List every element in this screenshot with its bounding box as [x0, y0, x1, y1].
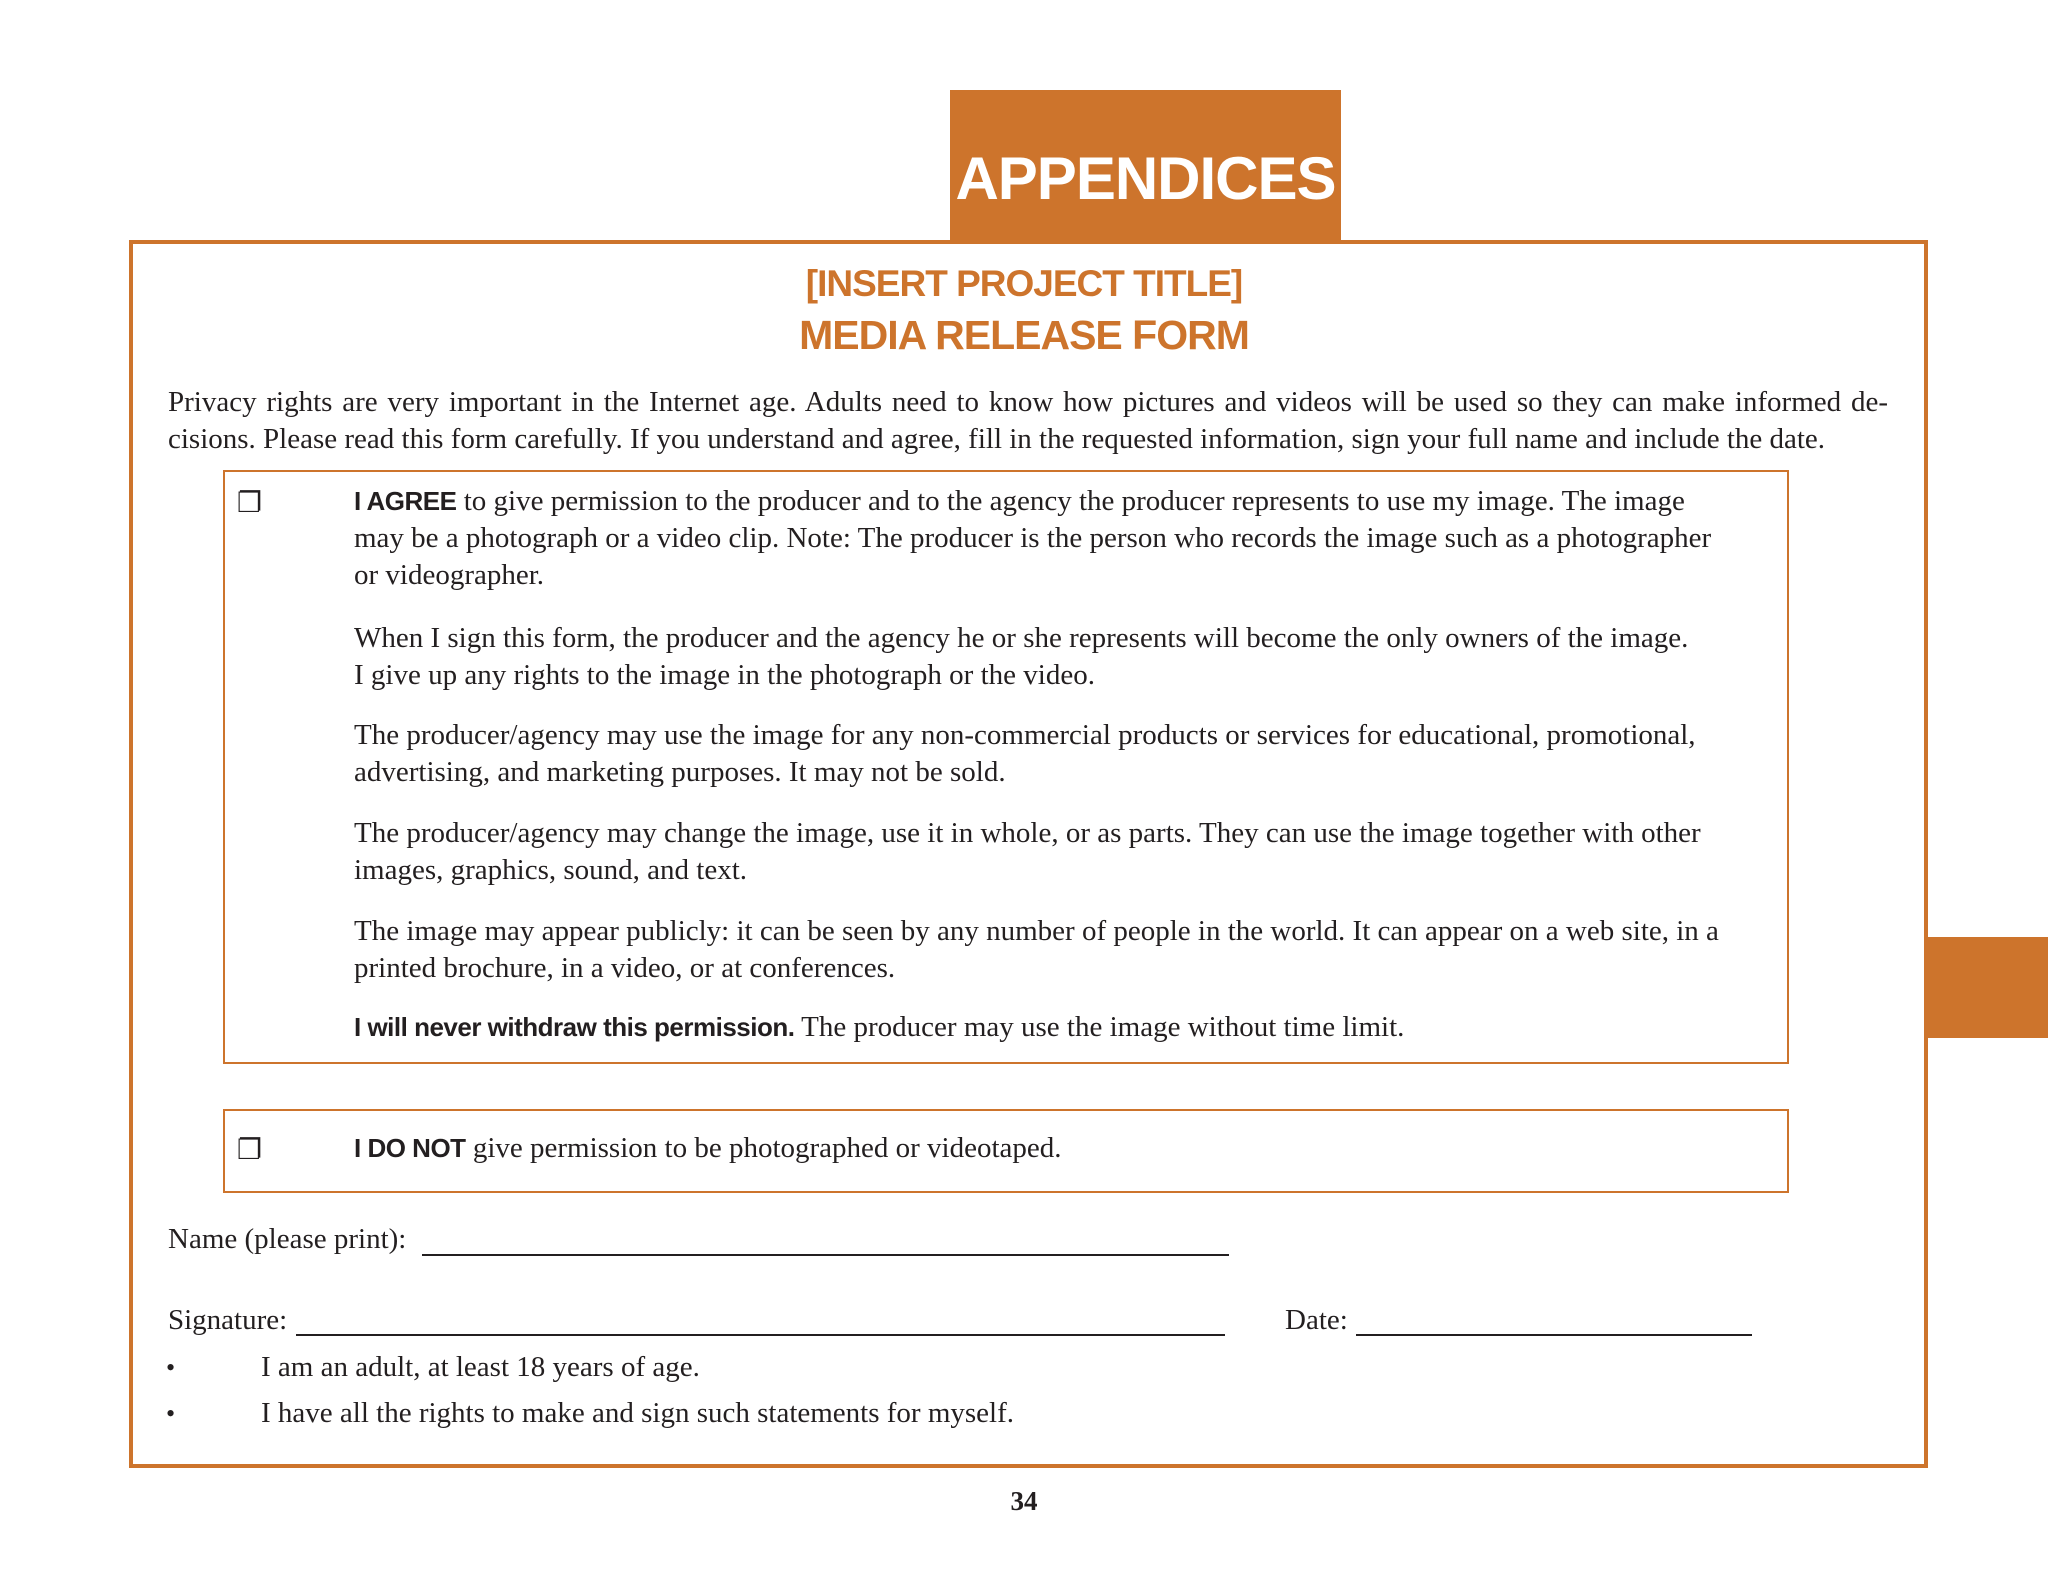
bullet-dot: •: [166, 1353, 176, 1382]
agree-text-line: The image may appear publicly: it can be seen by any number of people in the world. It can appear on a web site, in a: [354, 915, 1719, 947]
agree-text-line: The producer/agency may use the image for any non-commercial products or services for educational, promotional,: [354, 719, 1696, 751]
agree-paragraph-3: [354, 717, 1774, 791]
agree-checkbox[interactable]: ❐: [237, 486, 263, 519]
agree-text-line: advertising, and marketing purposes. It may not be sold.: [354, 756, 1006, 788]
agree-text-line: I give up any rights to the image in the photograph or the video.: [354, 659, 1095, 691]
bullet-dot: •: [166, 1399, 176, 1428]
bullet-item: I am an adult, at least 18 years of age.: [261, 1351, 700, 1383]
intro-line: cisions. Please read this form carefully. If you understand and agree, fill in the requested information, sign your full name and include the date.: [168, 423, 1826, 455]
date-input-line[interactable]: [1356, 1334, 1752, 1336]
agree-paragraph-1: [354, 483, 1774, 594]
page-number: 34: [1010, 1486, 1038, 1516]
bullet-item: I have all the rights to make and sign such statements for myself.: [261, 1397, 1015, 1429]
agree-paragraph-2: [354, 620, 1774, 694]
intro-paragraph: [168, 384, 1888, 458]
agree-paragraph-5: [354, 913, 1774, 987]
form-title: MEDIA RELEASE FORM: [799, 312, 1249, 358]
agree-paragraph-6: [354, 1009, 1774, 1046]
decline-lead: I DO NOT: [354, 1133, 466, 1163]
permission-lead: I will never withdraw this permission.: [354, 1012, 795, 1042]
agree-lead: I AGREE: [354, 486, 457, 516]
agree-text-line: or videographer.: [354, 559, 545, 591]
decline-checkbox[interactable]: ❐: [237, 1133, 263, 1166]
decline-text: give permission to be photographed or videotaped.: [465, 1132, 1062, 1164]
agree-text-line: printed brochure, in a video, or at conferences.: [354, 952, 896, 984]
agree-paragraph-4: [354, 815, 1774, 889]
decline-paragraph: [354, 1130, 1774, 1167]
agree-text-line: The producer/agency may change the image, use it in whole, or as parts. They can use the image together with other: [354, 817, 1701, 849]
agree-text-line: may be a photograph or a video clip. Note: The producer is the person who records the image such as a photographer: [354, 522, 1712, 554]
name-input-line[interactable]: [422, 1254, 1229, 1256]
section-header-tab: [950, 90, 1341, 242]
section-title: APPENDICES: [955, 145, 1336, 212]
intro-line: Privacy rights are very important in the Internet age. Adults need to know how pictures and videos will be used so they can make informed de-: [168, 386, 1888, 418]
signature-label: Signature:: [168, 1304, 288, 1336]
side-thumb-tab: [1925, 937, 2048, 1038]
agree-text-line: images, graphics, sound, and text.: [354, 854, 748, 886]
project-title: [INSERT PROJECT TITLE]: [805, 263, 1243, 304]
agree-text-line: When I sign this form, the producer and the agency he or she represents will become the only owners of the image.: [354, 622, 1689, 654]
date-label: Date:: [1285, 1304, 1348, 1336]
agree-text-line: The producer may use the image without time limit.: [794, 1011, 1405, 1043]
signature-input-line[interactable]: [296, 1334, 1225, 1336]
name-label: Name (please print):: [168, 1223, 407, 1255]
agree-text-line: to give permission to the producer and to the agency the producer represents to use my image. The image: [456, 485, 1685, 517]
